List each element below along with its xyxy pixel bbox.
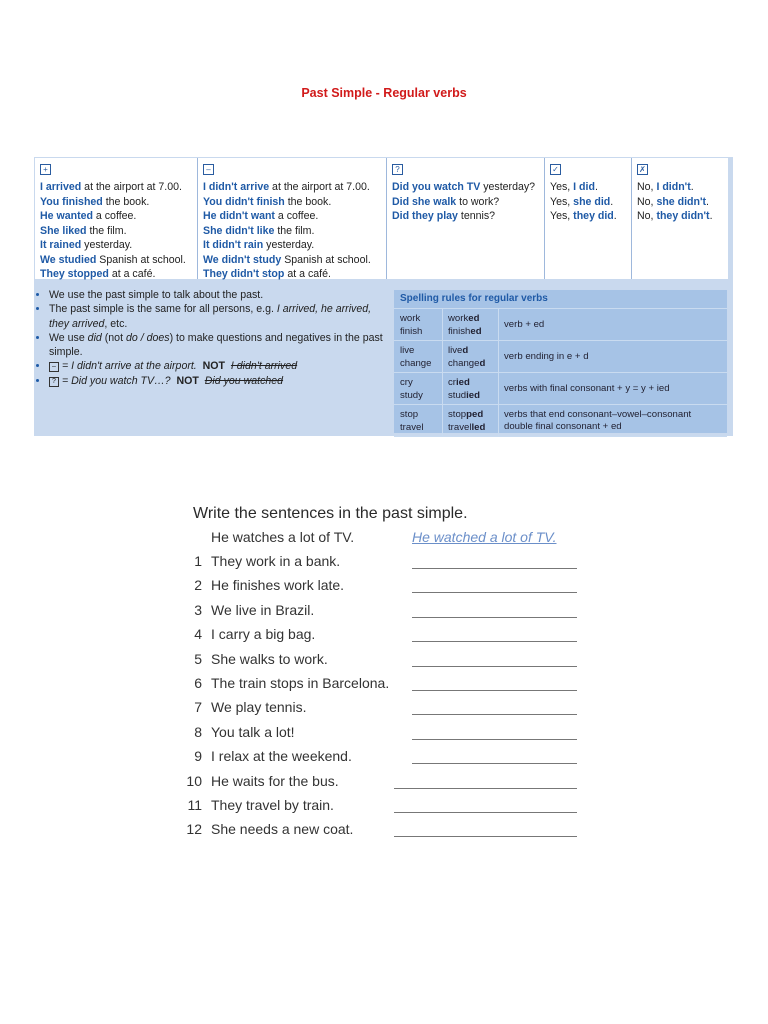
exercise-item xyxy=(0,748,768,768)
item-number: 9 xyxy=(194,748,202,765)
base-verbs: stop travel xyxy=(394,405,443,436)
example-line: Yes, she did. xyxy=(550,195,614,208)
rule-text: verbs that end consonant–vowel–consonant double final consonant + ed xyxy=(504,408,692,432)
item-sentence: We live in Brazil. xyxy=(211,601,315,618)
example-line: Did they play tennis? xyxy=(392,210,496,222)
answer-line[interactable] xyxy=(412,745,577,764)
exercise-item xyxy=(0,773,768,793)
item-number: 12 xyxy=(186,821,202,838)
minus-icon: – xyxy=(49,362,59,372)
spelling-row xyxy=(394,373,727,405)
item-number: 8 xyxy=(194,723,202,740)
spelling-row xyxy=(394,405,727,437)
item-number: 11 xyxy=(187,797,202,813)
answer-line[interactable] xyxy=(412,696,577,715)
item-sentence: She walks to work. xyxy=(211,650,328,667)
example-line: She didn't like the film. xyxy=(203,224,315,237)
item-sentence: He waits for the bus. xyxy=(211,772,339,789)
negative-column xyxy=(198,158,387,279)
item-sentence: He finishes work late. xyxy=(211,577,345,594)
spelling-row xyxy=(394,341,727,373)
grammar-notes xyxy=(38,288,390,388)
note-5: • ? = Did you watch TV…? NOT Did you watched xyxy=(49,374,390,388)
exercise-item xyxy=(0,724,768,744)
exercise-item xyxy=(0,577,768,597)
note-1: • We use the past simple to talk about the past. xyxy=(49,288,390,302)
example-line: Did she walk to work? xyxy=(392,195,500,208)
rule-text: verb ending in e + d xyxy=(504,350,589,362)
past-verbs: worked finished xyxy=(443,309,499,340)
note-2: • The past simple is the same for all persons, e.g. I arrived, he arrived, they arrived, etc. xyxy=(49,302,390,331)
answer-line[interactable] xyxy=(412,623,577,642)
question-column xyxy=(387,158,545,279)
item-sentence: We play tennis. xyxy=(211,699,307,716)
answer-line[interactable] xyxy=(394,794,577,813)
exercise-item xyxy=(0,602,768,622)
item-number: 6 xyxy=(194,675,202,691)
example-line: Did you watch TV yesterday? xyxy=(392,181,536,193)
answer-line[interactable] xyxy=(412,550,577,569)
example-line: No, she didn't. xyxy=(637,195,709,208)
exercise-item xyxy=(0,651,768,671)
item-number: 3 xyxy=(194,601,202,618)
item-number: 1 xyxy=(194,553,202,569)
past-verbs: cried studied xyxy=(443,373,499,404)
check-icon: ✓ xyxy=(550,164,561,175)
example-line: She liked the film. xyxy=(40,224,127,237)
answer-line[interactable] xyxy=(412,721,577,740)
exercise-item xyxy=(0,675,768,695)
item-sentence: You talk a lot! xyxy=(211,723,295,740)
base-verbs: work finish xyxy=(394,309,443,340)
note-4: • – = I didn't arrive at the airport. NOT I didn't arrived xyxy=(49,359,390,373)
base-verbs: live change xyxy=(394,341,443,372)
example-line: Yes, I did. xyxy=(550,181,598,193)
example-line: You didn't finish the book. xyxy=(203,195,332,208)
question-icon: ? xyxy=(392,164,403,175)
item-number: 10 xyxy=(186,772,202,789)
item-number: 7 xyxy=(194,699,202,716)
example-line: It didn't rain yesterday. xyxy=(203,239,315,251)
item-sentence: I relax at the weekend. xyxy=(211,748,352,765)
minus-icon: – xyxy=(203,164,214,175)
item-number: 5 xyxy=(194,650,202,667)
item-sentence: They travel by train. xyxy=(211,797,334,813)
example-line: They stopped at a café. xyxy=(40,268,156,280)
exercise-title: Write the sentences in the past simple. xyxy=(193,505,468,522)
example-line: I didn't arrive at the airport at 7.00. xyxy=(203,181,370,193)
example-line: We studied Spanish at school. xyxy=(40,253,186,266)
answer-line[interactable] xyxy=(412,672,577,691)
cross-icon: ✗ xyxy=(637,164,648,175)
example-row xyxy=(0,529,768,549)
spelling-heading: Spelling rules for regular verbs xyxy=(394,290,727,309)
item-number: 2 xyxy=(194,577,202,594)
base-verbs: cry study xyxy=(394,373,443,404)
example-sentence: He watches a lot of TV. xyxy=(211,529,355,545)
answer-line[interactable] xyxy=(394,818,577,837)
example-line: No, I didn't. xyxy=(637,181,694,193)
example-line: He didn't want a coffee. xyxy=(203,210,319,222)
affirmative-column xyxy=(35,158,198,279)
example-line: Yes, they did. xyxy=(550,210,617,222)
example-line: He wanted a coffee. xyxy=(40,210,137,222)
answer-line[interactable] xyxy=(412,574,577,593)
past-verbs: lived changed xyxy=(443,341,499,372)
plus-icon: + xyxy=(40,164,51,175)
spelling-rules-box xyxy=(394,290,727,433)
spelling-row xyxy=(394,309,727,341)
example-line: We didn't study Spanish at school. xyxy=(203,253,371,266)
exercise-item xyxy=(0,797,768,817)
short-answer-yes-column xyxy=(545,158,632,279)
question-icon: ? xyxy=(49,377,59,387)
example-line: I arrived at the airport at 7.00. xyxy=(40,181,182,193)
exercise-item xyxy=(0,821,768,841)
answer-line[interactable] xyxy=(412,648,577,667)
example-line: You finished the book. xyxy=(40,195,150,208)
rule-text: verb + ed xyxy=(504,318,545,330)
exercise-item xyxy=(0,699,768,719)
exercise-item xyxy=(0,626,768,646)
grammar-table xyxy=(35,158,728,279)
example-line: They didn't stop at a café. xyxy=(203,268,331,280)
example-line: It rained yesterday. xyxy=(40,239,133,251)
short-answer-no-column xyxy=(632,158,728,279)
page-title: Past Simple - Regular verbs xyxy=(301,86,467,100)
item-number: 4 xyxy=(194,626,202,643)
item-sentence: I carry a big bag. xyxy=(211,626,316,643)
rule-text: verbs with final consonant + y = y + ied xyxy=(504,382,670,394)
answer-line[interactable] xyxy=(412,599,577,618)
item-sentence: The train stops in Barcelona. xyxy=(211,675,390,691)
past-verbs: stopped travelled xyxy=(443,405,499,436)
example-line: No, they didn't. xyxy=(637,210,713,222)
answer-line[interactable] xyxy=(394,770,577,789)
note-3: • We use did (not do / does) to make questions and negatives in the past simple. xyxy=(49,331,390,360)
item-sentence: They work in a bank. xyxy=(211,553,341,569)
exercise-item xyxy=(0,553,768,573)
item-sentence: She needs a new coat. xyxy=(211,821,354,838)
example-answer: He watched a lot of TV. xyxy=(412,529,557,545)
